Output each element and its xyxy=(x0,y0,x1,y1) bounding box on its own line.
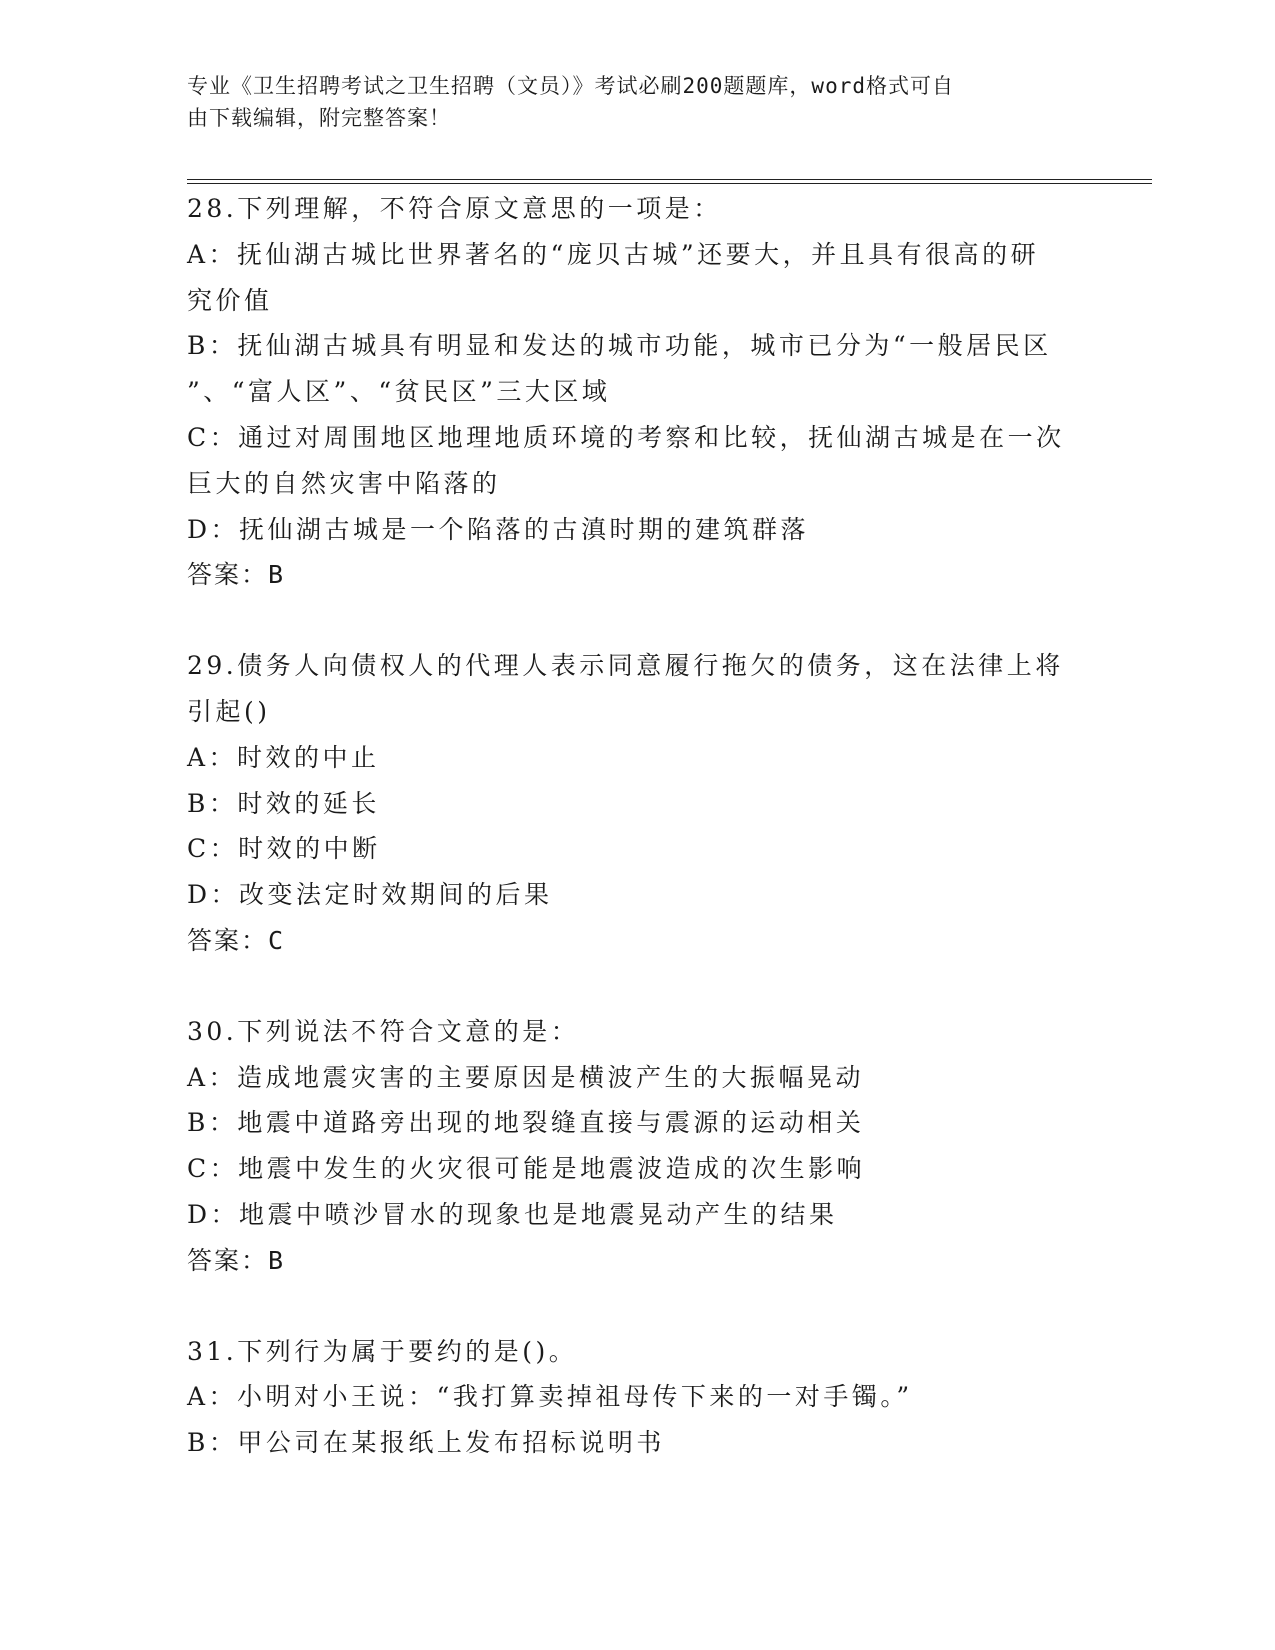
question-stem: 28.下列理解，不符合原文意思的一项是： xyxy=(187,194,722,223)
question-30 xyxy=(187,1009,1077,1284)
option-c-cont: 巨大的自然灾害中陷落的 xyxy=(187,468,501,498)
option-a: A：时效的中止 xyxy=(187,742,380,772)
question-stem: 30.下列说法不符合文意的是： xyxy=(187,1016,580,1046)
question-stem: 31.下列行为属于要约的是()。 xyxy=(187,1336,578,1366)
option-c: C：时效的中断 xyxy=(187,834,381,864)
header-divider-top xyxy=(187,179,1152,180)
question-31 xyxy=(187,1329,1077,1466)
option-b: B：时效的延长 xyxy=(187,788,380,818)
option-b: B：抚仙湖古城具有明显和发达的城市功能，城市已分为“一般居民区 xyxy=(187,331,1052,361)
answer-label: 答案：B xyxy=(187,1245,286,1275)
answer-label: 答案：C xyxy=(187,925,286,955)
option-d: D：改变法定时效期间的后果 xyxy=(187,880,553,910)
option-c: C：地震中发生的火灾很可能是地震波造成的次生影响 xyxy=(187,1154,866,1184)
document-header xyxy=(187,70,1087,134)
option-a-cont: 究价值 xyxy=(187,285,273,315)
question-stem: 29.债务人向债权人的代理人表示同意履行拖欠的债务，这在法律上将 xyxy=(187,651,1064,681)
question-stem-cont: 引起() xyxy=(187,696,271,726)
question-28 xyxy=(187,186,1077,598)
header-divider-bottom xyxy=(187,183,1152,184)
option-b: B：甲公司在某报纸上发布招标说明书 xyxy=(187,1428,665,1458)
option-a: A：抚仙湖古城比世界著名的“庞贝古城”还要大，并且具有很高的研 xyxy=(187,239,1040,269)
option-d: D：抚仙湖古城是一个陷落的古滇时期的建筑群落 xyxy=(187,514,810,544)
question-list xyxy=(187,186,1077,1466)
question-29 xyxy=(187,643,1077,964)
option-d: D：地震中喷沙冒水的现象也是地震晃动产生的结果 xyxy=(187,1199,838,1229)
header-line-2: 由下载编辑，附完整答案！ xyxy=(187,106,451,130)
header-line-1: 专业《卫生招聘考试之卫生招聘（文员）》考试必刷200题题库，word格式可自 xyxy=(187,74,954,98)
answer-label: 答案：B xyxy=(187,560,286,590)
option-b: B：地震中道路旁出现的地裂缝直接与震源的运动相关 xyxy=(187,1108,865,1138)
option-c: C：通过对周围地区地理地质环境的考察和比较，抚仙湖古城是在一次 xyxy=(187,422,1065,452)
option-b-cont: ”、“富人区”、“贫民区”三大区域 xyxy=(187,377,611,407)
option-a: A：小明对小王说：“我打算卖掉祖母传下来的一对手镯。” xyxy=(187,1382,913,1412)
option-a: A：造成地震灾害的主要原因是横波产生的大振幅晃动 xyxy=(187,1062,865,1092)
